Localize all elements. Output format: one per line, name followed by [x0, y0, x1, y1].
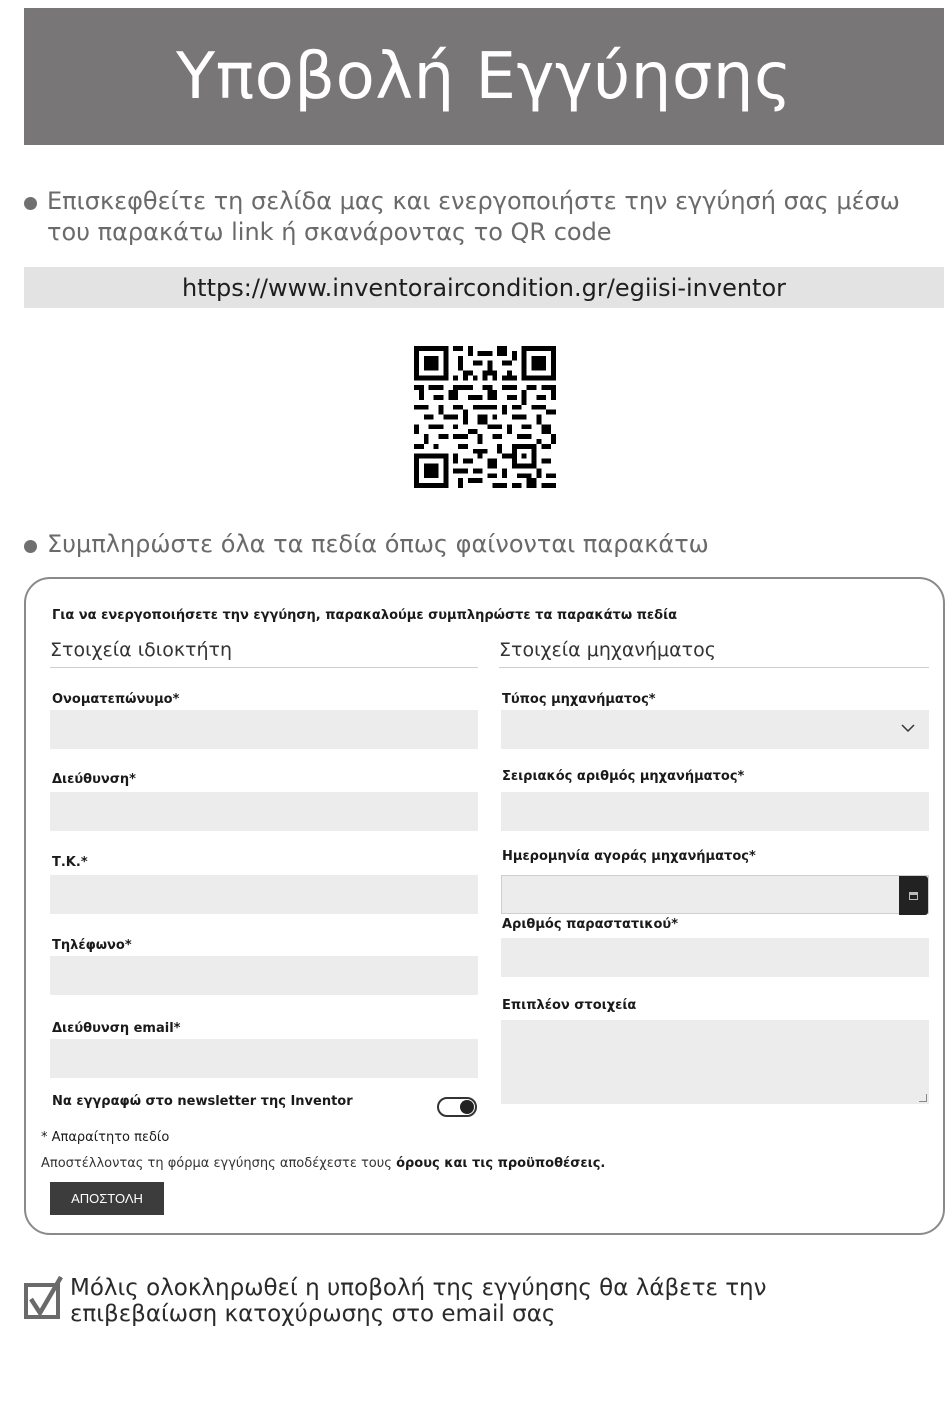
extra-info-label: Επιπλέον στοιχεία	[502, 998, 637, 1013]
calendar-icon[interactable]	[899, 876, 928, 915]
serial-label: Σειριακός αριθμός μηχανήματος*	[502, 769, 745, 784]
warranty-url-link[interactable]: https://www.inventoraircondition.gr/egiisi-inventor	[24, 267, 944, 308]
required-note: * Απαραίτητο πεδίο	[41, 1130, 170, 1145]
qr-code-icon	[414, 346, 556, 488]
fullname-label: Ονοματεπώνυμο*	[52, 692, 180, 707]
fullname-input[interactable]	[50, 710, 478, 749]
phone-label: Τηλέφωνο*	[52, 938, 132, 953]
warranty-form	[24, 577, 945, 1235]
email-input[interactable]	[50, 1039, 478, 1078]
invoice-input[interactable]	[501, 938, 929, 977]
phone-input[interactable]	[50, 956, 478, 995]
newsletter-toggle[interactable]	[437, 1097, 477, 1117]
owner-section-heading: Στοιχεία ιδιοκτήτη	[50, 639, 478, 668]
step-2-text: Συμπληρώστε όλα τα πεδία όπως φαίνονται παρακάτω	[47, 530, 709, 558]
terms-text	[41, 1156, 605, 1171]
machine-section-heading: Στοιχεία μηχανήματος	[499, 639, 929, 668]
confirmation-text: Μόλις ολοκληρωθεί η υποβολή της εγγύησης θα λάβετε την επιβεβαίωση κατοχύρωσης στο email σας	[70, 1275, 767, 1327]
form-intro: Για να ενεργοποιήσετε την εγγύηση, παρακαλούμε συμπληρώστε τα παρακάτω πεδία	[52, 608, 678, 623]
invoice-label: Αριθμός παραστατικού*	[502, 917, 679, 932]
step-1	[24, 186, 934, 248]
extra-info-textarea[interactable]	[501, 1020, 929, 1104]
submit-button[interactable]: ΑΠΟΣΤΟΛΗ	[50, 1182, 164, 1215]
toggle-knob	[460, 1100, 474, 1114]
title-banner	[24, 8, 944, 145]
step-2	[24, 529, 934, 560]
confirmation-note	[24, 1275, 870, 1327]
machine-type-select[interactable]	[501, 710, 929, 749]
checkbox-check-icon	[24, 1275, 64, 1321]
postcode-label: Τ.Κ.*	[52, 855, 88, 870]
email-label: Διεύθυνση email*	[52, 1021, 181, 1036]
postcode-input[interactable]	[50, 875, 478, 914]
chevron-down-icon	[901, 721, 915, 735]
page-title: Υποβολή Εγγύησης	[175, 39, 793, 114]
bullet-icon	[24, 197, 37, 210]
resize-grip-icon[interactable]	[919, 1094, 927, 1102]
newsletter-label: Να εγγραφώ στο newsletter της Inventor	[52, 1094, 353, 1109]
machine-type-label: Τύπος μηχανήματος*	[502, 692, 656, 707]
bullet-icon	[24, 540, 37, 553]
purchase-date-input[interactable]	[501, 875, 929, 914]
address-label: Διεύθυνση*	[52, 772, 136, 787]
step-1-text: Επισκεφθείτε τη σελίδα μας και ενεργοποιήστε την εγγύησή σας μέσω του παρακάτω link ή σκανάροντας το QR code	[47, 187, 900, 246]
serial-input[interactable]	[501, 792, 929, 831]
terms-prefix: Αποστέλλοντας τη φόρμα εγγύησης αποδέχεστε τους	[41, 1156, 397, 1171]
terms-link[interactable]: όρους και τις προϋποθέσεις.	[396, 1156, 606, 1171]
address-input[interactable]	[50, 792, 478, 831]
purchase-date-label: Ημερομηνία αγοράς μηχανήματος*	[502, 849, 756, 864]
